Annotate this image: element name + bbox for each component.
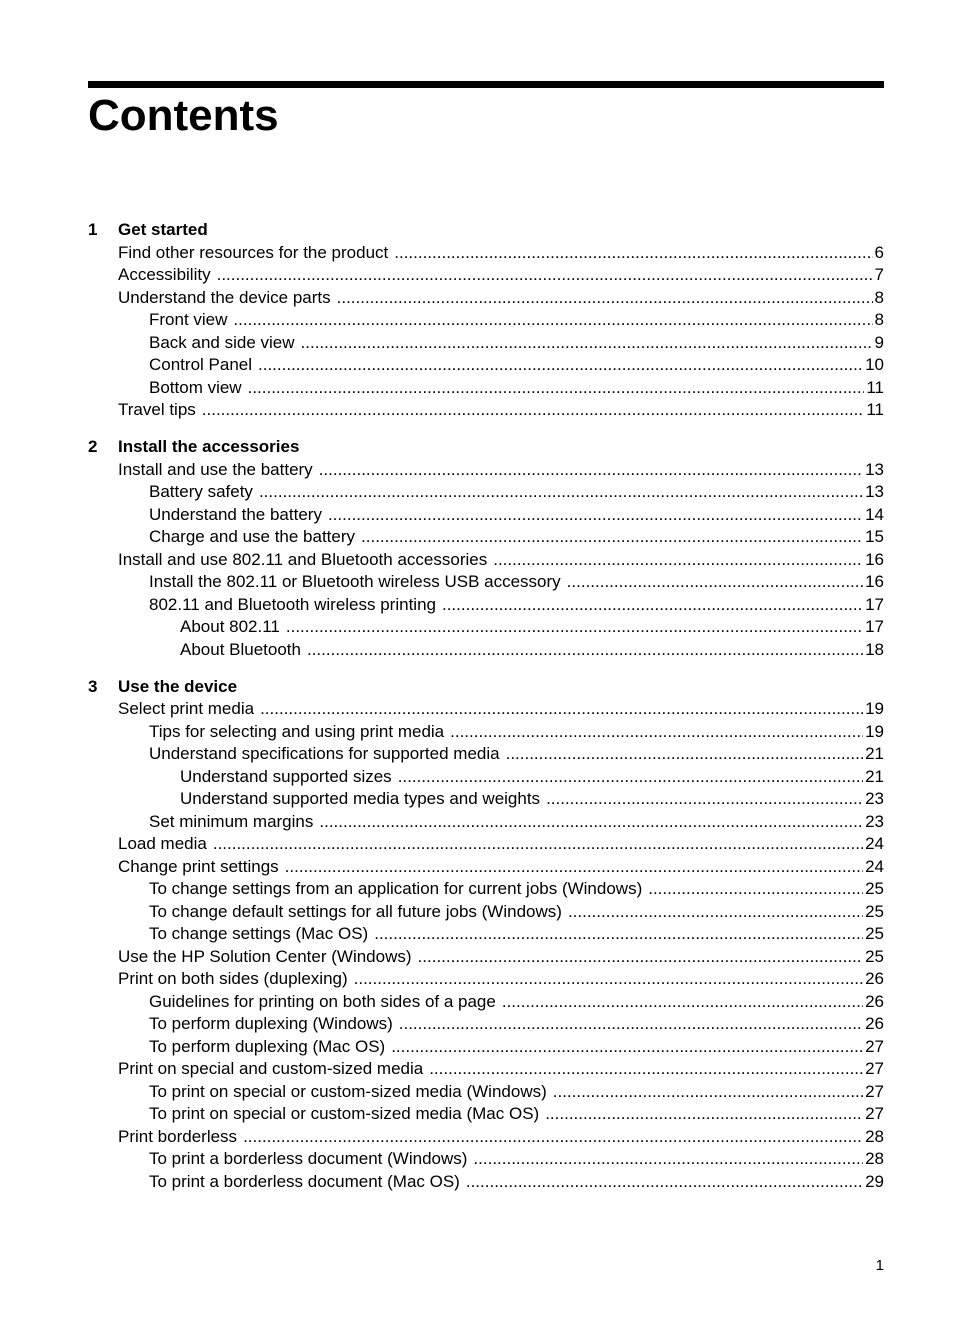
toc-entry[interactable] [88, 923, 884, 946]
toc-entry[interactable] [88, 811, 884, 834]
toc-entry-title: About 802.11 [180, 617, 280, 636]
toc-entry-title: 802.11 and Bluetooth wireless printing [149, 594, 436, 614]
toc-entry[interactable] [88, 766, 884, 789]
toc-entry[interactable] [88, 1036, 884, 1059]
chapter-heading[interactable] [88, 436, 884, 459]
toc-entry[interactable] [88, 991, 884, 1014]
toc-entry-page: 23 [865, 789, 884, 808]
toc-entry-page: 9 [874, 332, 884, 352]
toc-entry-title: Use the HP Solution Center (Windows) [118, 946, 412, 966]
toc-entry[interactable] [88, 721, 884, 744]
toc-entry-page: 26 [865, 991, 884, 1011]
toc-entry-title: Bottom view [149, 377, 242, 397]
toc-entry-title: Tips for selecting and using print media [149, 721, 445, 741]
toc-entry[interactable] [88, 743, 884, 766]
toc-entry-page: 28 [865, 1149, 884, 1168]
dot-leader [568, 901, 863, 924]
toc-entry-title: To change settings (Mac OS) [149, 924, 369, 943]
toc-entry-title: Guidelines for printing on both sides of a page [149, 991, 496, 1011]
dot-leader [450, 721, 863, 744]
toc-entry-title: To perform duplexing (Windows) [149, 1014, 393, 1033]
toc-entry-title: Print borderless [118, 1126, 238, 1146]
toc-entry-title: To perform duplexing (Mac OS) [149, 1036, 386, 1056]
toc-entry[interactable] [88, 968, 884, 991]
dot-leader [473, 1148, 863, 1171]
toc-entry-page: 27 [865, 1081, 884, 1101]
toc-entry-page: 25 [865, 946, 884, 966]
toc-entry[interactable] [88, 481, 884, 504]
toc-entry[interactable] [88, 1013, 884, 1036]
toc-entry[interactable] [88, 571, 884, 594]
toc-entry[interactable] [88, 504, 884, 527]
toc-entry[interactable] [88, 309, 884, 332]
toc-entry-page: 26 [865, 1014, 884, 1033]
toc-entry[interactable] [88, 1171, 884, 1194]
toc-entry-page: 27 [865, 1059, 884, 1078]
toc-entry[interactable] [88, 901, 884, 924]
dot-leader [398, 766, 863, 789]
toc-chapter [88, 436, 884, 661]
toc-entry-page: 26 [865, 969, 884, 988]
toc-entry-title: Understand supported sizes [180, 766, 392, 786]
toc-entry-page: 13 [865, 482, 884, 501]
toc-entry-title: Travel tips [118, 400, 196, 419]
dot-leader [259, 481, 863, 504]
toc-entry[interactable] [88, 616, 884, 639]
toc-entry-page: 8 [874, 287, 884, 307]
dot-leader [493, 549, 863, 572]
dot-leader [337, 287, 873, 310]
toc-entry-page: 17 [865, 594, 884, 614]
dot-leader [648, 878, 863, 901]
dot-leader [301, 332, 873, 355]
dot-leader [466, 1171, 863, 1194]
dot-leader [243, 1126, 863, 1149]
dot-leader [328, 504, 863, 527]
chapter-title: Use the device [118, 676, 238, 696]
toc-entry-title: To change settings from an application for current jobs (Windows) [149, 879, 643, 898]
toc-entry-page: 23 [865, 811, 884, 831]
toc-entry-page: 7 [874, 265, 884, 284]
toc-entry[interactable] [88, 332, 884, 355]
toc-entry-title: About Bluetooth [180, 639, 301, 659]
dot-leader [319, 811, 863, 834]
toc-chapter [88, 676, 884, 1194]
toc-entry-page: 17 [865, 617, 884, 636]
toc-entry-page: 21 [865, 744, 884, 763]
toc-entry-page: 27 [865, 1036, 884, 1056]
toc-entry[interactable] [88, 594, 884, 617]
toc-entry[interactable] [88, 698, 884, 721]
page-title: Contents [88, 91, 279, 140]
toc-entry-page: 10 [865, 355, 884, 374]
toc-entry-page: 11 [866, 377, 884, 397]
dot-leader [258, 354, 863, 377]
toc-entry-page: 8 [874, 310, 884, 329]
toc-entry-page: 29 [865, 1171, 884, 1191]
chapter-title: Get started [118, 220, 208, 239]
dot-leader [248, 377, 865, 400]
toc-entry-title: Select print media [118, 699, 255, 718]
toc-entry[interactable] [88, 354, 884, 377]
dot-leader [399, 1013, 863, 1036]
toc-entry-page: 28 [865, 1126, 884, 1146]
toc-entry-title: To print a borderless document (Mac OS) [149, 1171, 460, 1191]
toc-entry-page: 15 [865, 527, 884, 546]
dot-leader [545, 1103, 863, 1126]
chapter-title: Install the accessories [118, 437, 300, 456]
dot-leader [260, 698, 863, 721]
chapter-heading[interactable] [88, 219, 884, 242]
toc-entry[interactable] [88, 833, 884, 856]
toc-entry-page: 14 [865, 504, 884, 524]
toc-entry-title: Load media [118, 834, 207, 853]
toc-entry-title: Control Panel [149, 355, 253, 374]
toc-entry-page: 13 [865, 459, 884, 479]
chapter-heading[interactable] [88, 676, 884, 699]
dot-leader [502, 991, 863, 1014]
dot-leader [394, 242, 872, 265]
dot-leader [553, 1081, 863, 1104]
toc-entry-title: Change print settings [118, 856, 279, 876]
toc-entry-title: Back and side view [149, 332, 295, 352]
toc-entry-page: 11 [866, 400, 884, 419]
toc-entry-page: 16 [865, 549, 884, 569]
toc-entry-page: 24 [865, 834, 884, 853]
dot-leader [418, 946, 864, 969]
dot-leader [217, 264, 873, 287]
toc-entry-page: 16 [865, 572, 884, 591]
toc-entry-page: 18 [865, 639, 884, 659]
dot-leader [354, 968, 863, 991]
page-number: 1 [875, 1257, 884, 1274]
toc-entry-title: To print on special or custom-sized media (Windows) [149, 1081, 547, 1101]
toc-entry-page: 25 [865, 924, 884, 943]
toc-entry[interactable] [88, 526, 884, 549]
toc-entry-title: Print on special and custom-sized media [118, 1059, 424, 1078]
table-of-contents [88, 219, 884, 1208]
toc-entry-title: To print a borderless document (Windows) [149, 1149, 468, 1168]
chapter-number: 1 [88, 220, 98, 239]
toc-entry-title: Install the 802.11 or Bluetooth wireless USB accessory [149, 572, 561, 591]
dot-leader [546, 788, 863, 811]
toc-entry-title: Find other resources for the product [118, 242, 389, 262]
toc-entry-page: 19 [865, 721, 884, 741]
toc-entry[interactable] [88, 459, 884, 482]
toc-entry-title: Install and use 802.11 and Bluetooth accessories [118, 549, 488, 569]
toc-entry-title: Battery safety [149, 482, 253, 501]
dot-leader [285, 856, 863, 879]
dot-leader [307, 639, 863, 662]
title-rule [88, 81, 884, 88]
dot-leader [391, 1036, 863, 1059]
dot-leader [286, 616, 863, 639]
toc-entry[interactable] [88, 946, 884, 969]
toc-entry[interactable] [88, 878, 884, 901]
toc-entry-title: To print on special or custom-sized media (Mac OS) [149, 1104, 540, 1123]
toc-entry[interactable] [88, 549, 884, 572]
toc-entry-page: 21 [865, 766, 884, 786]
toc-entry[interactable] [88, 242, 884, 265]
toc-entry[interactable] [88, 639, 884, 662]
toc-chapter [88, 219, 884, 422]
dot-leader [202, 399, 865, 422]
toc-entry-title: Understand specifications for supported media [149, 744, 500, 763]
dot-leader [213, 833, 863, 856]
toc-entry[interactable] [88, 856, 884, 879]
toc-entry-title: Understand supported media types and weights [180, 789, 541, 808]
toc-entry-title: Understand the battery [149, 504, 322, 524]
chapter-number: 2 [88, 437, 98, 456]
toc-entry[interactable] [88, 788, 884, 811]
toc-entry[interactable] [88, 377, 884, 400]
toc-entry[interactable] [88, 399, 884, 422]
toc-entry-title: To change default settings for all future jobs (Windows) [149, 901, 562, 921]
dot-leader [374, 923, 863, 946]
toc-entry[interactable] [88, 1148, 884, 1171]
toc-entry[interactable] [88, 1103, 884, 1126]
dot-leader [429, 1058, 863, 1081]
toc-entry-title: Accessibility [118, 265, 211, 284]
toc-entry[interactable] [88, 1126, 884, 1149]
toc-entry[interactable] [88, 264, 884, 287]
toc-entry-page: 19 [865, 699, 884, 718]
dot-leader [567, 571, 863, 594]
dot-leader [233, 309, 872, 332]
toc-entry[interactable] [88, 1058, 884, 1081]
toc-entry-page: 6 [874, 242, 884, 262]
toc-entry-page: 25 [865, 879, 884, 898]
toc-entry-title: Print on both sides (duplexing) [118, 969, 348, 988]
dot-leader [319, 459, 863, 482]
toc-entry-page: 25 [865, 901, 884, 921]
toc-entry-page: 24 [865, 856, 884, 876]
toc-entry-title: Install and use the battery [118, 459, 313, 479]
toc-entry-title: Front view [149, 310, 228, 329]
dot-leader [442, 594, 863, 617]
chapter-number: 3 [88, 676, 98, 696]
dot-leader [361, 526, 863, 549]
toc-entry[interactable] [88, 287, 884, 310]
toc-entry-title: Charge and use the battery [149, 527, 356, 546]
toc-entry-page: 27 [865, 1104, 884, 1123]
toc-entry-title: Set minimum margins [149, 811, 314, 831]
toc-entry-title: Understand the device parts [118, 287, 331, 307]
toc-entry[interactable] [88, 1081, 884, 1104]
dot-leader [506, 743, 863, 766]
